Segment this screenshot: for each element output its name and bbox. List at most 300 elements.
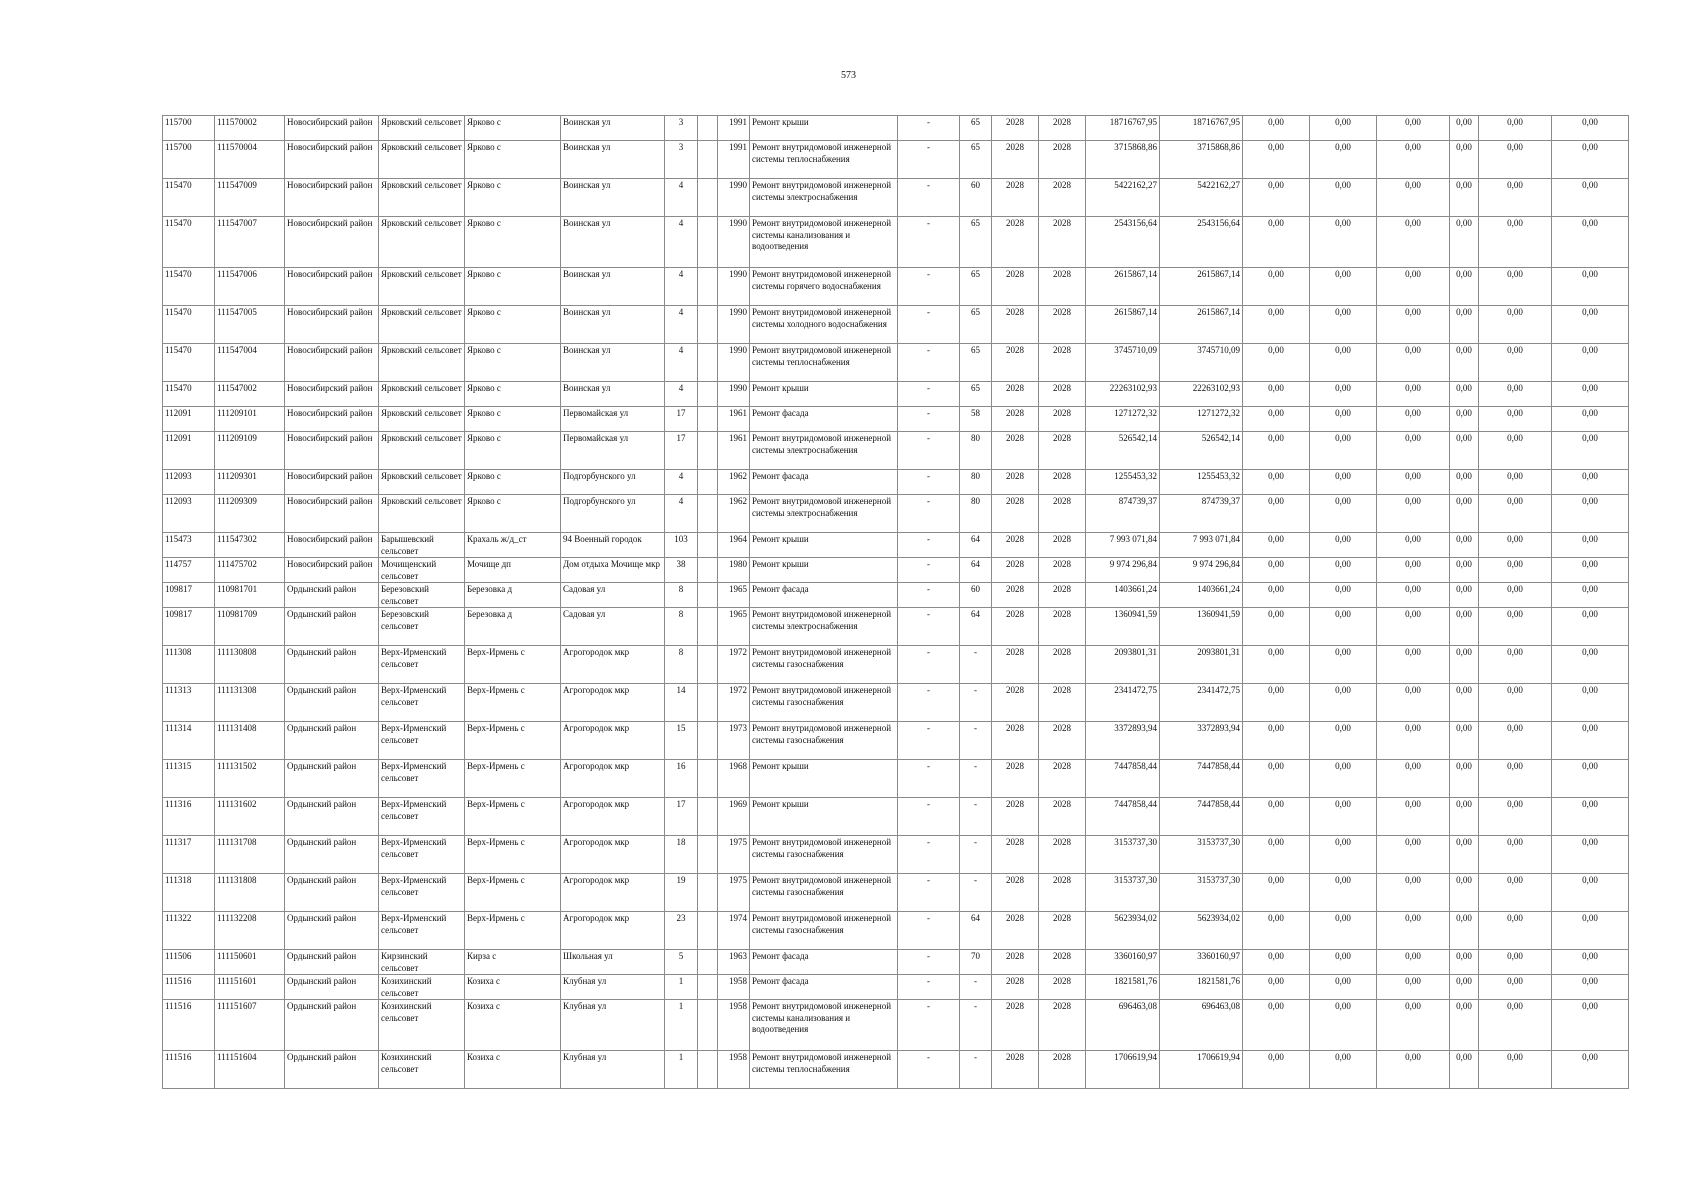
- cell-wear-percent: 80: [960, 432, 992, 470]
- cell-other-3: 0,00: [1552, 874, 1629, 912]
- cell-plan-year-start: 2028: [992, 836, 1039, 874]
- cell-work-type: Ремонт внутридомовой инженерной системы теплоснабжения: [750, 1051, 898, 1089]
- cell-budget-local: 0,00: [1377, 558, 1450, 583]
- cell-district: Новосибирский район: [285, 407, 379, 432]
- cell-house-number: 1: [665, 975, 698, 1000]
- cell-record-id: 111322: [163, 912, 215, 950]
- table-row: [163, 432, 1629, 470]
- cell-budget-regional: 0,00: [1310, 533, 1377, 558]
- cell-wear-percent: 64: [960, 558, 992, 583]
- cell-work-type: Ремонт внутридомовой инженерной системы газоснабжения: [750, 836, 898, 874]
- cell-total-cost: 1360941,59: [1086, 608, 1160, 646]
- cell-work-id: 111547002: [215, 382, 285, 407]
- cell-plan-year-start: 2028: [992, 432, 1039, 470]
- cell-work-id: 111547009: [215, 179, 285, 217]
- cell-year-built: 1980: [718, 558, 750, 583]
- cell-record-id: 111516: [163, 1051, 215, 1089]
- cell-settlement-council: Верх-Ирменский сельсовет: [379, 722, 465, 760]
- cell-locality: Ярково с: [465, 268, 561, 306]
- cell-plan-year-start: 2028: [992, 583, 1039, 608]
- cell-other-2: 0,00: [1479, 950, 1552, 975]
- cell-settlement-council: Козихинский сельсовет: [379, 1051, 465, 1089]
- cell-plan-year-start: 2028: [992, 874, 1039, 912]
- capital-repair-table: [162, 115, 1629, 1089]
- cell-settlement-council: Верх-Ирменский сельсовет: [379, 798, 465, 836]
- cell-settlement-council: Ярковский сельсовет: [379, 344, 465, 382]
- cell-street: Воинская ул: [561, 179, 665, 217]
- cell-other-2: 0,00: [1479, 344, 1552, 382]
- cell-total-cost: 7 993 071,84: [1086, 533, 1160, 558]
- cell-year-built: 1958: [718, 1000, 750, 1051]
- cell-settlement-council: Кирзинский сельсовет: [379, 950, 465, 975]
- cell-budget-federal: 0,00: [1243, 217, 1310, 268]
- cell-fund-cost: 5623934,02: [1160, 912, 1243, 950]
- cell-building-number: [698, 760, 718, 798]
- cell-col-dash: -: [898, 874, 960, 912]
- cell-work-type: Ремонт внутридомовой инженерной системы горячего водоснабжения: [750, 268, 898, 306]
- cell-year-built: 1972: [718, 646, 750, 684]
- cell-budget-regional: 0,00: [1310, 1000, 1377, 1051]
- cell-budget-federal: 0,00: [1243, 179, 1310, 217]
- cell-year-built: 1969: [718, 798, 750, 836]
- cell-district: Новосибирский район: [285, 306, 379, 344]
- cell-other-3: 0,00: [1552, 608, 1629, 646]
- cell-plan-year-end: 2028: [1039, 382, 1086, 407]
- cell-district: Ордынский район: [285, 646, 379, 684]
- cell-district: Ордынский район: [285, 1000, 379, 1051]
- cell-work-type: Ремонт внутридомовой инженерной системы электроснабжения: [750, 432, 898, 470]
- table-row: [163, 798, 1629, 836]
- cell-col-dash: -: [898, 950, 960, 975]
- cell-budget-local: 0,00: [1377, 382, 1450, 407]
- cell-plan-year-start: 2028: [992, 798, 1039, 836]
- cell-settlement-council: Верх-Ирменский сельсовет: [379, 760, 465, 798]
- cell-wear-percent: 80: [960, 470, 992, 495]
- cell-other-3: 0,00: [1552, 558, 1629, 583]
- cell-plan-year-end: 2028: [1039, 646, 1086, 684]
- cell-settlement-council: Ярковский сельсовет: [379, 217, 465, 268]
- cell-record-id: 115473: [163, 533, 215, 558]
- cell-budget-federal: 0,00: [1243, 760, 1310, 798]
- cell-record-id: 111516: [163, 975, 215, 1000]
- cell-work-type: Ремонт крыши: [750, 116, 898, 141]
- cell-settlement-council: Верх-Ирменский сельсовет: [379, 646, 465, 684]
- cell-street: Агрогородок мкр: [561, 722, 665, 760]
- cell-budget-regional: 0,00: [1310, 722, 1377, 760]
- cell-plan-year-end: 2028: [1039, 760, 1086, 798]
- cell-year-built: 1965: [718, 583, 750, 608]
- cell-work-id: 111209309: [215, 495, 285, 533]
- cell-budget-regional: 0,00: [1310, 646, 1377, 684]
- cell-other-2: 0,00: [1479, 268, 1552, 306]
- cell-building-number: [698, 950, 718, 975]
- cell-wear-percent: -: [960, 798, 992, 836]
- cell-other-3: 0,00: [1552, 646, 1629, 684]
- cell-col-dash: -: [898, 558, 960, 583]
- cell-record-id: 115470: [163, 306, 215, 344]
- cell-budget-local: 0,00: [1377, 116, 1450, 141]
- cell-other-1: 0,00: [1450, 1000, 1479, 1051]
- cell-district: Ордынский район: [285, 836, 379, 874]
- cell-work-type: Ремонт фасада: [750, 975, 898, 1000]
- cell-fund-cost: 3360160,97: [1160, 950, 1243, 975]
- table-row: [163, 836, 1629, 874]
- cell-plan-year-end: 2028: [1039, 306, 1086, 344]
- cell-house-number: 4: [665, 495, 698, 533]
- cell-record-id: 112091: [163, 432, 215, 470]
- cell-fund-cost: 1271272,32: [1160, 407, 1243, 432]
- cell-district: Новосибирский район: [285, 495, 379, 533]
- cell-wear-percent: 65: [960, 344, 992, 382]
- cell-building-number: [698, 836, 718, 874]
- cell-locality: Верх-Ирмень с: [465, 836, 561, 874]
- cell-plan-year-start: 2028: [992, 268, 1039, 306]
- cell-budget-federal: 0,00: [1243, 432, 1310, 470]
- cell-plan-year-start: 2028: [992, 1000, 1039, 1051]
- table-row: [163, 1051, 1629, 1089]
- cell-settlement-council: Козихинский сельсовет: [379, 975, 465, 1000]
- cell-col-dash: -: [898, 533, 960, 558]
- cell-plan-year-start: 2028: [992, 407, 1039, 432]
- cell-building-number: [698, 407, 718, 432]
- cell-total-cost: 7447858,44: [1086, 760, 1160, 798]
- table-row: [163, 1000, 1629, 1051]
- cell-house-number: 4: [665, 306, 698, 344]
- cell-other-3: 0,00: [1552, 1000, 1629, 1051]
- cell-wear-percent: -: [960, 1000, 992, 1051]
- cell-budget-regional: 0,00: [1310, 684, 1377, 722]
- cell-other-1: 0,00: [1450, 382, 1479, 407]
- cell-budget-local: 0,00: [1377, 684, 1450, 722]
- cell-plan-year-start: 2028: [992, 116, 1039, 141]
- cell-building-number: [698, 583, 718, 608]
- cell-year-built: 1975: [718, 836, 750, 874]
- cell-settlement-council: Мочищенский сельсовет: [379, 558, 465, 583]
- cell-total-cost: 874739,37: [1086, 495, 1160, 533]
- cell-settlement-council: Ярковский сельсовет: [379, 495, 465, 533]
- cell-year-built: 1958: [718, 975, 750, 1000]
- cell-work-id: 111131308: [215, 684, 285, 722]
- cell-locality: Верх-Ирмень с: [465, 798, 561, 836]
- cell-other-2: 0,00: [1479, 141, 1552, 179]
- cell-budget-local: 0,00: [1377, 217, 1450, 268]
- cell-total-cost: 3153737,30: [1086, 874, 1160, 912]
- cell-plan-year-start: 2028: [992, 608, 1039, 646]
- cell-record-id: 115700: [163, 116, 215, 141]
- cell-plan-year-end: 2028: [1039, 975, 1086, 1000]
- cell-wear-percent: 64: [960, 912, 992, 950]
- cell-plan-year-end: 2028: [1039, 798, 1086, 836]
- cell-wear-percent: 64: [960, 533, 992, 558]
- cell-work-type: Ремонт внутридомовой инженерной системы канализования и водоотведения: [750, 217, 898, 268]
- cell-fund-cost: 2543156,64: [1160, 217, 1243, 268]
- cell-plan-year-end: 2028: [1039, 1051, 1086, 1089]
- cell-building-number: [698, 495, 718, 533]
- cell-other-2: 0,00: [1479, 608, 1552, 646]
- cell-plan-year-start: 2028: [992, 684, 1039, 722]
- cell-building-number: [698, 912, 718, 950]
- cell-other-2: 0,00: [1479, 760, 1552, 798]
- cell-district: Ордынский район: [285, 1051, 379, 1089]
- cell-budget-local: 0,00: [1377, 141, 1450, 179]
- cell-total-cost: 1821581,76: [1086, 975, 1160, 1000]
- cell-total-cost: 3153737,30: [1086, 836, 1160, 874]
- cell-district: Ордынский район: [285, 912, 379, 950]
- cell-work-id: 111209109: [215, 432, 285, 470]
- table-row: [163, 382, 1629, 407]
- table-row: [163, 344, 1629, 382]
- cell-col-dash: -: [898, 684, 960, 722]
- cell-budget-local: 0,00: [1377, 836, 1450, 874]
- cell-work-id: 111151601: [215, 975, 285, 1000]
- cell-record-id: 111317: [163, 836, 215, 874]
- cell-house-number: 8: [665, 608, 698, 646]
- cell-total-cost: 1255453,32: [1086, 470, 1160, 495]
- cell-other-3: 0,00: [1552, 179, 1629, 217]
- cell-work-type: Ремонт крыши: [750, 760, 898, 798]
- cell-house-number: 17: [665, 798, 698, 836]
- cell-record-id: 111314: [163, 722, 215, 760]
- cell-total-cost: 9 974 296,84: [1086, 558, 1160, 583]
- cell-other-2: 0,00: [1479, 1000, 1552, 1051]
- cell-other-3: 0,00: [1552, 798, 1629, 836]
- cell-total-cost: 3715868,86: [1086, 141, 1160, 179]
- cell-work-type: Ремонт крыши: [750, 533, 898, 558]
- cell-record-id: 115470: [163, 382, 215, 407]
- cell-budget-regional: 0,00: [1310, 608, 1377, 646]
- cell-wear-percent: -: [960, 874, 992, 912]
- cell-other-1: 0,00: [1450, 306, 1479, 344]
- cell-plan-year-end: 2028: [1039, 495, 1086, 533]
- cell-budget-regional: 0,00: [1310, 760, 1377, 798]
- cell-budget-regional: 0,00: [1310, 950, 1377, 975]
- cell-col-dash: -: [898, 217, 960, 268]
- cell-col-dash: -: [898, 470, 960, 495]
- cell-record-id: 111313: [163, 684, 215, 722]
- cell-year-built: 1962: [718, 470, 750, 495]
- table-row: [163, 495, 1629, 533]
- cell-locality: Ярково с: [465, 495, 561, 533]
- cell-other-1: 0,00: [1450, 760, 1479, 798]
- cell-other-3: 0,00: [1552, 344, 1629, 382]
- cell-other-2: 0,00: [1479, 495, 1552, 533]
- cell-work-type: Ремонт фасада: [750, 407, 898, 432]
- cell-other-3: 0,00: [1552, 306, 1629, 344]
- cell-record-id: 115470: [163, 217, 215, 268]
- cell-budget-regional: 0,00: [1310, 912, 1377, 950]
- cell-other-1: 0,00: [1450, 836, 1479, 874]
- cell-street: Агрогородок мкр: [561, 874, 665, 912]
- cell-year-built: 1958: [718, 1051, 750, 1089]
- cell-work-id: 110981709: [215, 608, 285, 646]
- cell-house-number: 15: [665, 722, 698, 760]
- cell-fund-cost: 7447858,44: [1160, 760, 1243, 798]
- cell-budget-local: 0,00: [1377, 646, 1450, 684]
- cell-col-dash: -: [898, 608, 960, 646]
- cell-district: Новосибирский район: [285, 217, 379, 268]
- cell-budget-regional: 0,00: [1310, 217, 1377, 268]
- cell-record-id: 111308: [163, 646, 215, 684]
- cell-work-id: 111475702: [215, 558, 285, 583]
- cell-work-type: Ремонт внутридомовой инженерной системы газоснабжения: [750, 646, 898, 684]
- cell-street: 94 Военный городок: [561, 533, 665, 558]
- cell-total-cost: 22263102,93: [1086, 382, 1160, 407]
- cell-settlement-council: Верх-Ирменский сельсовет: [379, 684, 465, 722]
- cell-house-number: 18: [665, 836, 698, 874]
- cell-col-dash: -: [898, 1000, 960, 1051]
- cell-other-1: 0,00: [1450, 495, 1479, 533]
- cell-budget-regional: 0,00: [1310, 268, 1377, 306]
- cell-budget-federal: 0,00: [1243, 1051, 1310, 1089]
- cell-work-id: 111209301: [215, 470, 285, 495]
- cell-settlement-council: Верх-Ирменский сельсовет: [379, 912, 465, 950]
- cell-budget-federal: 0,00: [1243, 646, 1310, 684]
- cell-plan-year-end: 2028: [1039, 836, 1086, 874]
- cell-wear-percent: -: [960, 836, 992, 874]
- cell-work-type: Ремонт внутридомовой инженерной системы теплоснабжения: [750, 141, 898, 179]
- table-row: [163, 470, 1629, 495]
- cell-fund-cost: 7447858,44: [1160, 798, 1243, 836]
- cell-year-built: 1990: [718, 268, 750, 306]
- cell-district: Ордынский район: [285, 950, 379, 975]
- cell-work-type: Ремонт крыши: [750, 558, 898, 583]
- cell-district: Новосибирский район: [285, 558, 379, 583]
- cell-locality: Ярково с: [465, 179, 561, 217]
- cell-fund-cost: 2615867,14: [1160, 306, 1243, 344]
- cell-other-3: 0,00: [1552, 950, 1629, 975]
- cell-house-number: 17: [665, 407, 698, 432]
- cell-plan-year-start: 2028: [992, 646, 1039, 684]
- cell-district: Новосибирский район: [285, 382, 379, 407]
- cell-record-id: 109817: [163, 608, 215, 646]
- cell-settlement-council: Козихинский сельсовет: [379, 1000, 465, 1051]
- cell-building-number: [698, 722, 718, 760]
- cell-locality: Ярково с: [465, 432, 561, 470]
- cell-other-2: 0,00: [1479, 470, 1552, 495]
- cell-budget-local: 0,00: [1377, 432, 1450, 470]
- cell-wear-percent: 80: [960, 495, 992, 533]
- cell-other-1: 0,00: [1450, 722, 1479, 760]
- cell-district: Новосибирский район: [285, 141, 379, 179]
- cell-total-cost: 696463,08: [1086, 1000, 1160, 1051]
- cell-work-type: Ремонт внутридомовой инженерной системы электроснабжения: [750, 495, 898, 533]
- cell-year-built: 1962: [718, 495, 750, 533]
- cell-other-1: 0,00: [1450, 470, 1479, 495]
- cell-building-number: [698, 382, 718, 407]
- cell-plan-year-end: 2028: [1039, 533, 1086, 558]
- cell-wear-percent: 65: [960, 217, 992, 268]
- cell-wear-percent: 60: [960, 179, 992, 217]
- cell-street: Агрогородок мкр: [561, 836, 665, 874]
- cell-district: Ордынский район: [285, 760, 379, 798]
- cell-building-number: [698, 306, 718, 344]
- cell-col-dash: -: [898, 1051, 960, 1089]
- cell-fund-cost: 9 974 296,84: [1160, 558, 1243, 583]
- cell-budget-local: 0,00: [1377, 306, 1450, 344]
- cell-work-type: Ремонт внутридомовой инженерной системы газоснабжения: [750, 874, 898, 912]
- cell-street: Воинская ул: [561, 268, 665, 306]
- cell-other-3: 0,00: [1552, 583, 1629, 608]
- cell-building-number: [698, 1051, 718, 1089]
- table-row: [163, 760, 1629, 798]
- cell-fund-cost: 1360941,59: [1160, 608, 1243, 646]
- cell-plan-year-start: 2028: [992, 975, 1039, 1000]
- cell-work-id: 111570004: [215, 141, 285, 179]
- cell-col-dash: -: [898, 179, 960, 217]
- cell-district: Ордынский район: [285, 608, 379, 646]
- cell-year-built: 1968: [718, 760, 750, 798]
- cell-settlement-council: Ярковский сельсовет: [379, 116, 465, 141]
- table-row: [163, 722, 1629, 760]
- cell-work-id: 111130808: [215, 646, 285, 684]
- cell-budget-local: 0,00: [1377, 1000, 1450, 1051]
- cell-total-cost: 2341472,75: [1086, 684, 1160, 722]
- cell-col-dash: -: [898, 382, 960, 407]
- cell-building-number: [698, 268, 718, 306]
- cell-wear-percent: 70: [960, 950, 992, 975]
- cell-street: Агрогородок мкр: [561, 798, 665, 836]
- cell-building-number: [698, 646, 718, 684]
- cell-work-id: 111547005: [215, 306, 285, 344]
- cell-locality: Козиха с: [465, 975, 561, 1000]
- table-row: [163, 684, 1629, 722]
- cell-budget-local: 0,00: [1377, 912, 1450, 950]
- cell-budget-federal: 0,00: [1243, 583, 1310, 608]
- cell-col-dash: -: [898, 306, 960, 344]
- cell-budget-regional: 0,00: [1310, 495, 1377, 533]
- cell-budget-local: 0,00: [1377, 470, 1450, 495]
- cell-work-id: 110981701: [215, 583, 285, 608]
- cell-year-built: 1991: [718, 141, 750, 179]
- cell-district: Ордынский район: [285, 583, 379, 608]
- cell-plan-year-start: 2028: [992, 306, 1039, 344]
- cell-plan-year-end: 2028: [1039, 268, 1086, 306]
- cell-fund-cost: 2093801,31: [1160, 646, 1243, 684]
- cell-budget-regional: 0,00: [1310, 306, 1377, 344]
- table-body: [163, 116, 1629, 1089]
- table-row: [163, 874, 1629, 912]
- cell-work-id: 111150601: [215, 950, 285, 975]
- cell-street: Клубная ул: [561, 1000, 665, 1051]
- cell-building-number: [698, 975, 718, 1000]
- cell-plan-year-start: 2028: [992, 558, 1039, 583]
- cell-plan-year-end: 2028: [1039, 583, 1086, 608]
- cell-wear-percent: -: [960, 722, 992, 760]
- cell-street: Агрогородок мкр: [561, 760, 665, 798]
- cell-total-cost: 5623934,02: [1086, 912, 1160, 950]
- cell-fund-cost: 3745710,09: [1160, 344, 1243, 382]
- cell-plan-year-end: 2028: [1039, 558, 1086, 583]
- cell-house-number: 3: [665, 141, 698, 179]
- cell-house-number: 4: [665, 470, 698, 495]
- cell-budget-regional: 0,00: [1310, 836, 1377, 874]
- cell-street: Дом отдыха Мочище мкр: [561, 558, 665, 583]
- cell-locality: Ярково с: [465, 306, 561, 344]
- cell-budget-federal: 0,00: [1243, 306, 1310, 344]
- cell-budget-regional: 0,00: [1310, 382, 1377, 407]
- cell-total-cost: 3372893,94: [1086, 722, 1160, 760]
- cell-budget-federal: 0,00: [1243, 950, 1310, 975]
- cell-total-cost: 1403661,24: [1086, 583, 1160, 608]
- cell-record-id: 111318: [163, 874, 215, 912]
- cell-work-id: 111131808: [215, 874, 285, 912]
- cell-other-1: 0,00: [1450, 344, 1479, 382]
- cell-street: Садовая ул: [561, 608, 665, 646]
- cell-plan-year-start: 2028: [992, 382, 1039, 407]
- cell-plan-year-end: 2028: [1039, 116, 1086, 141]
- cell-record-id: 115700: [163, 141, 215, 179]
- cell-street: Воинская ул: [561, 382, 665, 407]
